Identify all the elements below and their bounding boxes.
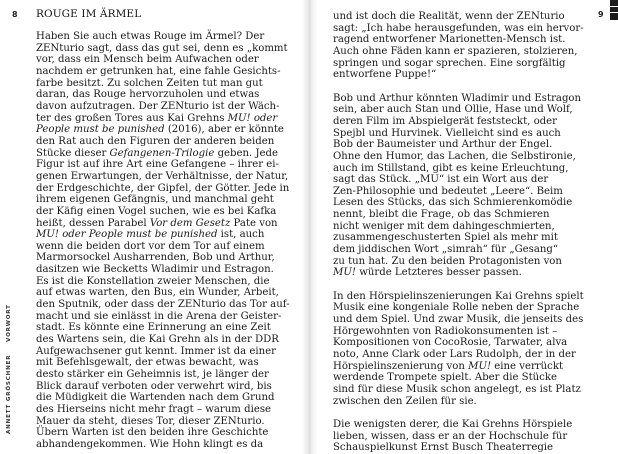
text-line: den Sputnik, oder dass der ZENturio das Tor auf- [36, 299, 290, 311]
text-line: farbe besitzt. Zu solchen Zeiten tut man gut [36, 77, 263, 89]
text-line: auf etwas warten, den Bus, ein Wunder, Arbeit, [36, 287, 279, 299]
text-line: genen Erwartungen, der Verhältnisse, der Natur, [36, 170, 289, 182]
text-line: zusammengeschusterten Spiel als mehr mit [333, 232, 558, 244]
text-line: Die wenigsten derer, die Kai Grehns Hörspiele [333, 418, 573, 430]
text-line: sein, aber auch Stan und Ollie, Hase und Wolf, [333, 104, 573, 116]
text-line: Zen-Philosophie und bedeutet „Leere“. Beim [333, 185, 563, 197]
text-line: sagt das Stück. „MU“ ist ein Wort aus der [333, 174, 549, 186]
running-head: ROUGE IM ÄRMEL [36, 8, 142, 20]
text-line: des Wartens sein, die Kai Grehn als in der DDR [36, 334, 279, 346]
text-line: und dem Spiel. Und zwar Musik, die jenseits des [333, 314, 584, 326]
text-line: der Käfig einen Vogel suchen, wie es bei Kafka [36, 205, 277, 217]
text-line: Es ist die Konstellation zweier Menschen, die [36, 275, 270, 287]
text-line: mit Befehlsgewalt, der etwas bewacht, was [36, 357, 259, 369]
text-line: Haben Sie auch etwas Rouge im Ärmel? Der [36, 31, 265, 42]
text-line: Stücke dieser Gefangenen-Trilogie geben. Jede [36, 147, 279, 159]
side-running-label [6, 294, 12, 434]
text-line: Blick darauf verboten oder verwehrt wird, bis [36, 380, 272, 392]
text-line: Hörgewohnten von Radiokonsumenten ist – [333, 325, 558, 337]
text-line: nennt, bleibt die Frage, ob das Schmieren [333, 209, 550, 221]
text-line: abhandengekommen. Wie Hohn klingt es da [36, 438, 264, 450]
page-number-left: 8 [12, 10, 18, 19]
paragraph-gap [333, 407, 595, 419]
paragraph-gap [333, 81, 595, 93]
left-page-text [36, 31, 298, 451]
text-line: auch im Stillstand, gibt es keine Erleuchtung, [333, 162, 569, 174]
author-label: ANNETT GRÖSCHNER [6, 354, 12, 434]
text-line: nicht weniger mit dem dahingeschmierten, [333, 220, 555, 232]
text-line: noto, Anne Clark oder Lars Rudolph, der in der [333, 349, 576, 360]
text-line: Marmorsockel Ausharrenden, Bob und Arthur, [36, 252, 275, 264]
text-line: Auch ohne Fäden kann er spazieren, stolzieren, [333, 45, 578, 57]
text-line: Schauspielkunst Ernst Busch Theaterregie [333, 442, 554, 454]
text-line: nachdem er getrunken hat, eine fahle Gesichts- [36, 65, 281, 77]
text-line: macht und sie einlässt in die Arena der Geister- [36, 310, 282, 322]
text-line: deren Film im Abspielgerät feststeckt, oder [333, 115, 557, 127]
text-line: Mauer da steht, dieses Tor, dieser ZENturio. [36, 415, 265, 427]
text-line: Figur ist auf ihre Art eine Gefangene – ihrer ei- [36, 159, 279, 171]
text-line: ZENturio sagt, dass das gut sei, denn es „kommt [36, 42, 288, 54]
text-line: des Hierseins nicht mehr fragt – warum diese [36, 404, 272, 415]
text-line: die Müdigkeit die Wartenden nach dem Grund [36, 392, 275, 404]
text-line: Bob und Arthur könnten Wladimir und Estragon [333, 92, 582, 104]
text-line: MU! würde Letzteres besser passen. [333, 267, 522, 279]
text-line: sagt: „Ich habe herausgefunden, was ein hervor- [333, 22, 584, 34]
text-line: dem jiddischen Wort „simrah“ für „Gesang“ [333, 244, 559, 256]
text-line: Kompositionen von CocoRosie, Tarwater, alva [333, 337, 568, 349]
text-line: den Rat auch den Figuren der anderen beiden [36, 135, 275, 147]
text-line: MU! oder People must be punished ist, auch [36, 229, 265, 241]
section-label: VORWORT [6, 304, 12, 342]
text-line: heißt, dessen Parabel Vor dem Gesetz Pate von [36, 217, 278, 229]
text-line: sind für diese Musik schon angelegt, es ist Platz [333, 383, 581, 395]
text-line: wenn die beiden dort vor dem Tor auf einem [36, 240, 265, 252]
text-line: Lesen des Stücks, das sich Schmierenkomödie [333, 197, 573, 209]
text-line: Hörspielinszenierung von MU! eine verrückt [333, 360, 564, 372]
text-line: werdende Trompete spielt. Aber die Stücke [333, 372, 557, 384]
text-line: springen und sogar sprechen. Eine sorgfältig [333, 57, 566, 69]
text-line: der Erdgeschichte, der Gipfel, der Götter. Jede in [36, 182, 290, 194]
text-line: Spejbl und Hurvinek. Vielleicht sind es auch [333, 127, 561, 139]
paragraph-gap [333, 279, 595, 291]
page-number-right: 9 [598, 10, 604, 19]
text-line: Bob der Baumeister und Arthur der Engel. [333, 139, 553, 151]
text-line: dasitzen wie Becketts Wladimir und Estragon. [36, 264, 274, 276]
text-line: ter des großen Tores aus Kai Grehns MU! oder [36, 112, 278, 124]
text-line: ihrem eigenen Gefängnis, und manchmal geht [36, 194, 274, 206]
text-line: Übern Warten ist den beiden ihre Geschichte [36, 427, 269, 439]
text-line: und ist doch die Realität, wenn der ZENturio [333, 11, 565, 22]
chapter-tab-mark [610, 0, 618, 20]
book-gutter [302, 0, 318, 454]
text-line: davon aufzutragen. Der ZENturio ist der Wäch- [36, 100, 280, 112]
text-line: Ohne den Humor, das Lachen, die Selbstironie, [333, 150, 576, 162]
text-line: zu tun hat. Zu den beiden Protagonisten von [333, 255, 562, 267]
text-line: entworfene Puppe!“ [333, 69, 437, 81]
text-line: People must be punished (2016), aber er könnte [36, 124, 284, 136]
text-line: zwischen den Zeilen für sie. [333, 395, 477, 407]
text-line: vor, dass ein Mensch beim Aufwachen oder [36, 54, 259, 66]
text-line: daran, das Rouge hervorzuholen und etwas [36, 89, 260, 101]
text-line: desto stärker ein Geheimnis ist, je länger der [36, 369, 269, 381]
text-line: stadt. Es könnte eine Erinnerung an eine Zeit [36, 322, 271, 334]
text-line: Aufgewachsener gut kennt. Immer ist da einer [36, 345, 276, 357]
text-line: Musik eine kongeniale Rolle neben der Sprache [333, 302, 580, 314]
text-line: ragend entworfener Marionetten-Mensch ist. [333, 34, 566, 46]
text-line: lieben, wissen, dass er an der Hochschule für [333, 430, 568, 442]
right-page-text [333, 11, 595, 454]
text-line: In den Hörspielinszenierungen Kai Grehns spielt [333, 290, 584, 302]
